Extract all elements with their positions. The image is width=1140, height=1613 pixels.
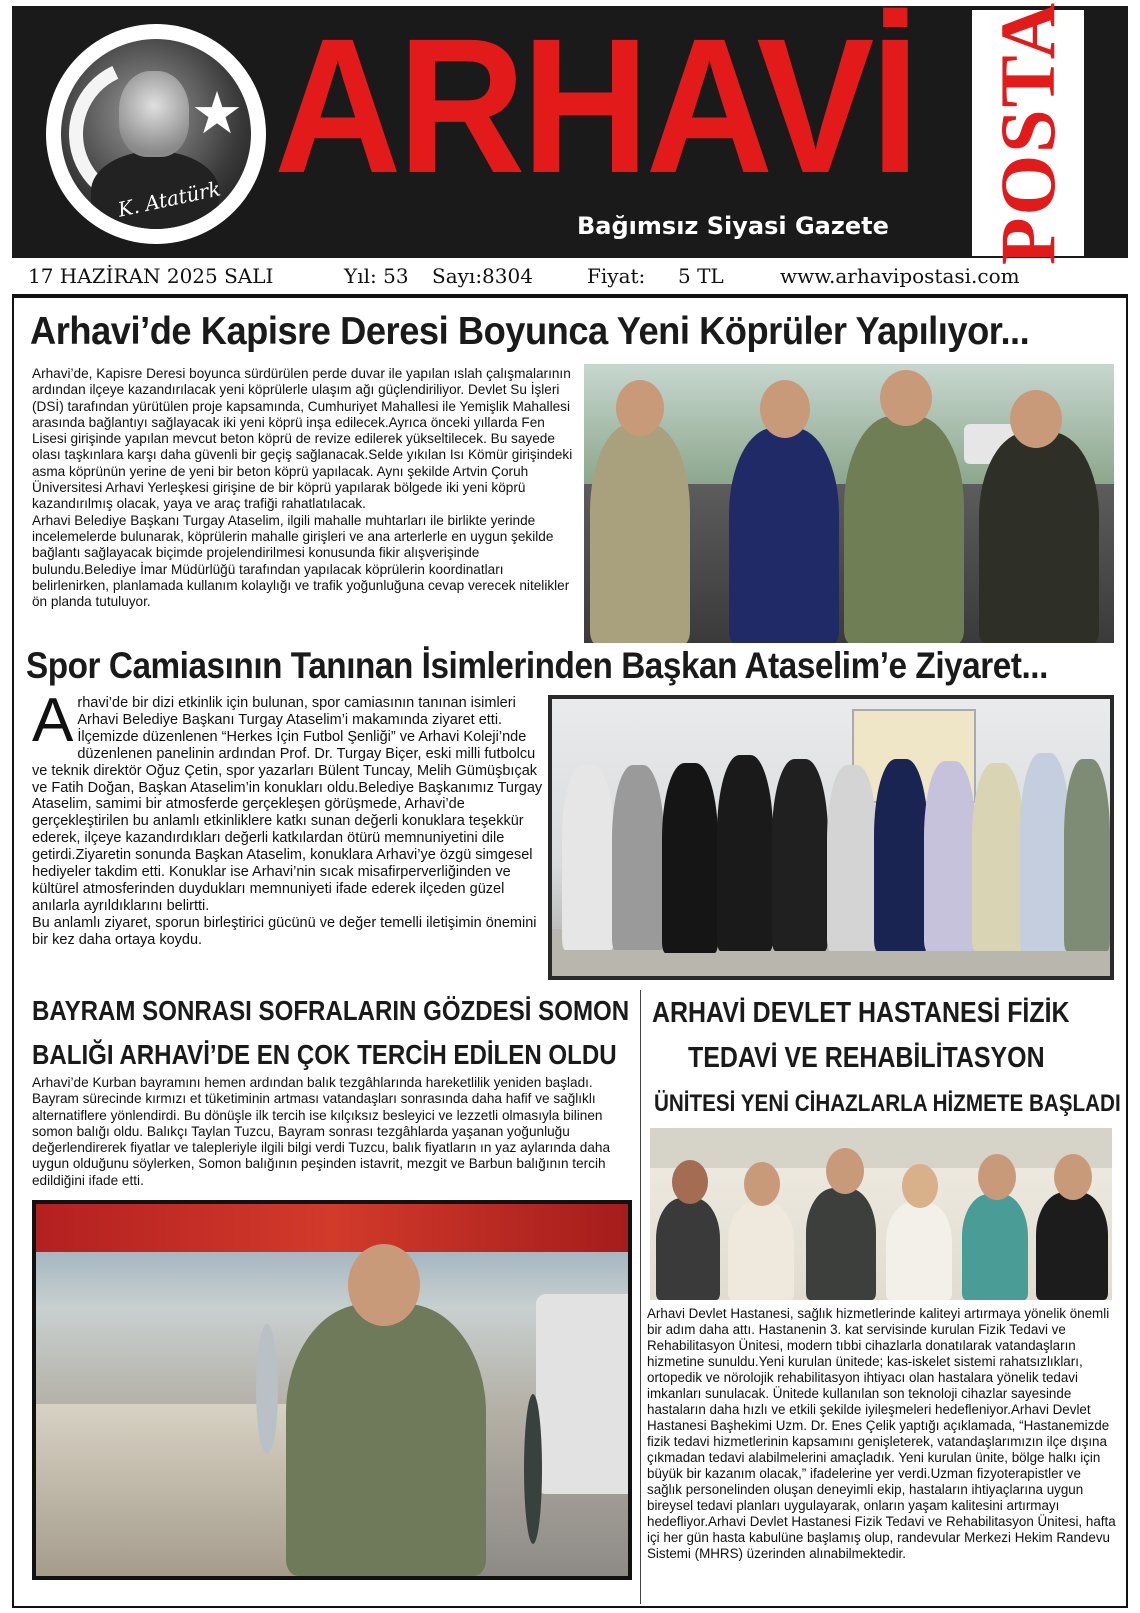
headline-salmon-line2: BALIĞI ARHAVİ’DE EN ÇOK TERCİH EDİLEN OLDU <box>32 1039 617 1070</box>
person <box>728 1202 794 1300</box>
article-paragraph: Arhavi Belediye Başkanı Turgay Ataselim, ilgili mahalle muhtarları ile birlikte yerinde incelemelerde bulunarak, köprülerin mahalle girişleri ve ana arterlerle en uygun şekilde bağlantı sağlayacak biçimde projelendirilmesi konusunda fikir alışverişinde bulundu.Belediye İmar Müdürlüğü tarafından yapılacak köprülerin koordinatları belirlenirken, planlamada kullanım kolaylığı ve trafik yoğunluğuna cevap verecek nitelikler ön planda tutuluyor. <box>32 512 570 610</box>
photo-sports-group <box>548 695 1114 980</box>
ataturk-signature: K. Atatürk <box>115 176 223 222</box>
posta-text: POSTA <box>984 0 1072 266</box>
fish-right-hand <box>524 1394 542 1544</box>
salmon-fish-left <box>256 1324 278 1454</box>
person <box>924 761 976 951</box>
person <box>1020 753 1070 951</box>
fishmonger-head <box>348 1244 420 1326</box>
person <box>656 1198 720 1300</box>
person-head <box>1054 1154 1092 1200</box>
person <box>562 765 614 950</box>
article-hospital-body <box>647 1306 1117 1598</box>
person-head <box>1010 390 1062 448</box>
headline-hospital-line1: ARHAVİ DEVLET HASTANESİ FİZİK <box>652 997 1070 1029</box>
star-icon: ★ <box>191 81 243 146</box>
article-paragraph: Arhavi’de, Kapisre Deresi boyunca sürdürülen perde duvar ile yapılan ıslah çalışmalarının ardından ilçeye kazandırılacak yeni köprülerle ulaşım ağı güçlendiriliyor. Devlet Su İşleri (DSİ) tarafından yürütülen proje kapsamında, Cumhuriyet Mahallesi ile Yemişlik Mahallesi arasında bağlantıyı sağlayacak iki yeni köprü inşa edilecek.Ayrıca önceki yıllarda Fen Lisesi girişinde yapılan mevcut beton köprü de revize edilerek yükseltilecek. Bu sayede olası taşkınlara karşı daha güvenli bir geçiş sağlanacak.Selde yıkılan Isı Kömür girişindeki asma köprünün yerine de yeni bir beton köprü yapılacak. Aynı şekilde Artvin Çoruh Üniversitesi Arhavi Yerleşkesi girişine de bir köprü yapılarak bölgede iki yeni köprü kazandırılmış olacak, yaya ve araç trafiği rahatlatılacak. <box>32 366 573 512</box>
person-head <box>672 1160 708 1204</box>
fish-market-scene <box>36 1204 628 1576</box>
person <box>729 428 839 643</box>
article-salmon-body <box>32 1075 632 1193</box>
portrait-head <box>119 71 189 157</box>
column-divider <box>640 990 641 1604</box>
person <box>772 759 828 951</box>
posta-wordmark <box>972 0 1084 266</box>
drop-cap: A <box>32 695 74 755</box>
person-head <box>826 1148 864 1194</box>
article-bridges-body <box>32 366 577 636</box>
person-head <box>760 380 810 438</box>
market-awning <box>36 1204 628 1252</box>
person <box>806 1188 876 1300</box>
person <box>844 416 964 643</box>
price-label: Fiyat: <box>587 264 646 288</box>
headline-hospital-line2: TEDAVİ VE REHABİLİTASYON <box>688 1042 1045 1074</box>
date-bar <box>12 258 1128 296</box>
parked-car <box>536 1294 628 1494</box>
article-paragraph: Bu anlamlı ziyaret, sporun birleştirici gücünü ve değer temelli iletişimin önemini bir kez daha ortaya koydu. <box>32 914 537 948</box>
person <box>717 755 773 951</box>
person <box>827 765 877 951</box>
headline-sports-visit: Spor Camiasının Tanınan İsimlerinden Başkan Ataselim’e Ziyaret... <box>26 645 1048 686</box>
person-head <box>880 370 932 426</box>
photo-bridge-inspection <box>584 364 1114 643</box>
newspaper-title: ARHAVİ <box>274 0 916 213</box>
person <box>886 1202 952 1300</box>
article-paragraph: Arhavi’de Kurban bayramını hemen ardından balık tezgâhlarında hareketlilik yeniden başladı. Bayram sürecinde kırmızı et tüketiminin artması vatandaşları sonrasında daha hafif ve sağlıklı alternatiflere yönlendirdi. Bu dönüşle ilk tercih ise kılçıksız besleyici ve lezzetli olmasıyla bilinen somon balığı oldu. Balıkçı Taylan Tuzcu, Bayram sonrası tezgâhlarda yaşanan yoğunluğu değerlendirerek fiyatlar ve talepleriyle ilgili bilgi verdi Tuzcu, balık fiyatların ın yaz aylarında daha uygun olduğunu söylerken, Somon balığının peşinden istavrit, mezgit ve Barbun balığının tercih edildiğini ifade etti. <box>32 1075 611 1188</box>
office-room <box>552 699 1110 976</box>
person-head <box>744 1162 780 1206</box>
headline-salmon-line1: BAYRAM SONRASI SOFRALARIN GÖZDESİ SOMON <box>32 995 630 1026</box>
posta-box <box>972 0 1084 266</box>
person-head <box>902 1164 938 1208</box>
photo-hospital-staff <box>650 1128 1112 1300</box>
person <box>662 763 718 953</box>
person <box>979 432 1099 643</box>
ataturk-logo <box>46 24 266 244</box>
masthead <box>12 0 1128 266</box>
person <box>1064 759 1110 951</box>
headline-hospital-line3: ÜNİTESİ YENİ CİHAZLARLA HİZMETE BAŞLADI <box>654 1090 1121 1117</box>
person <box>1036 1192 1108 1300</box>
article-sports-body <box>32 695 547 985</box>
person <box>962 1194 1028 1300</box>
person <box>874 759 928 951</box>
ataturk-portrait <box>61 39 251 229</box>
headline-bridges: Arhavi’de Kapisre Deresi Boyunca Yeni Köprüler Yapılıyor... <box>30 310 1030 353</box>
person-head <box>616 380 664 436</box>
fishmonger <box>286 1304 486 1576</box>
newspaper-subtitle: Bağımsız Siyasi Gazete <box>577 212 889 240</box>
article-paragraph: Arhavi Devlet Hastanesi, sağlık hizmetlerinde kaliteyi artırmaya yönelik önemli bir adım daha attı. Hastanenin 3. kat servisinde kurulan Fizik Tedavi ve Rehabilitasyon Ünitesi, modern tıbbi cihazlarla donatılarak vatandaşların hizmetine sunuldu.Yeni kurulan ünitede; kas-iskelet sistemi rahatsızlıkları, ortopedik ve nörolojik rehabilitasyon ihtiyacı olan hastalara yönelik tedavi imkanları sunulacak. Ünitede kullanılan son teknoloji cihazlar sayesinde hastaların daha hızlı ve etkili şekilde iyileşmeleri hedefleniyor.Arhavi Devlet Hastanesi Başhekimi Uzm. Dr. Enes Çelik yaptığı açıklamada, “Hastanemizde fizik tedavi hizmetlerinin kapsamını genişleterek, vatandaşlarımızın ilçe dışına çıkmadan tedavi alabilmelerini amaçladık. Yeni kurulan ünite, bölge halkı için büyük bir kazanım olacak,” ifadelerine yer verdi.Uzman fizyoterapistler ve sağlık personelinden oluşan deneyimli ekip, hastaların ihtiyaçlarına uygun bireysel tedavi planları uygulayarak, onların yaşam kalitesini artırmayı hedefliyor.Arhavi Devlet Hastanesi Fizik Tedavi ve Rehabilitasyon Ünitesi, hafta içi her gün hasta kabulüne başlamış olup, randevular Merkezi Hekim Randevu Sistemi (MHRS) üzerinden alınabilmektedir. <box>647 1306 1116 1561</box>
issue-number: Sayı:8304 <box>432 264 533 288</box>
price-value: 5 TL <box>678 264 724 288</box>
article-paragraph: rhavi’de bir dizi etkinlik için bulunan, spor camiasının tanınan isimleri Arhavi Belediye Başkanı Turgay Ataselim’i makamında ziyaret etti. İlçemizde düzenlenen “Herkes İçin Futbol Şenliği” ve Arhavi Koleji’nde düzenlenen panelinin ardından Prof. Dr. Turgay Biçer, eski milli futbolcu ve teknik direktör Oğuz Çetin, spor yazarları Bülent Tuncay, Melih Gümüşbıçak ve Fatih Doğan, Başkan Ataselim’in konukları oldu.Belediye Başkanımız Turgay Ataselim, samimi bir atmosferde gerçekleşen görüşmede, Arhavi’de gerçekleştirilen bu anlamlı etkinliklere katkı sunan değerli konuklara teşekkür ederek, ilçeye kazandırdıkları değerli katkılardan ötürü memnuniyetini dile getirdi.Ziyaretin sonunda Başkan Ataselim, konuklara Arhavi’ye özgü simgesel hediyeler takdim etti. Konuklar ise Arhavi’nin sıcak misafirperverliğinden ve kültürel atmosferinden duydukları memnuniyeti ifade ederek ilçeden güzel anılarla ayrıldıklarını belirtti. <box>32 695 543 914</box>
person-head <box>978 1154 1016 1200</box>
person <box>590 424 690 643</box>
website-link[interactable]: www.arhavipostasi.com <box>780 264 1020 288</box>
issue-year: Yıl: 53 <box>344 264 409 288</box>
person <box>612 765 664 950</box>
photo-fish-market <box>32 1200 632 1580</box>
issue-date: 17 HAZİRAN 2025 SALI <box>28 264 274 288</box>
ceiling <box>650 1128 1112 1168</box>
person <box>972 763 1024 951</box>
